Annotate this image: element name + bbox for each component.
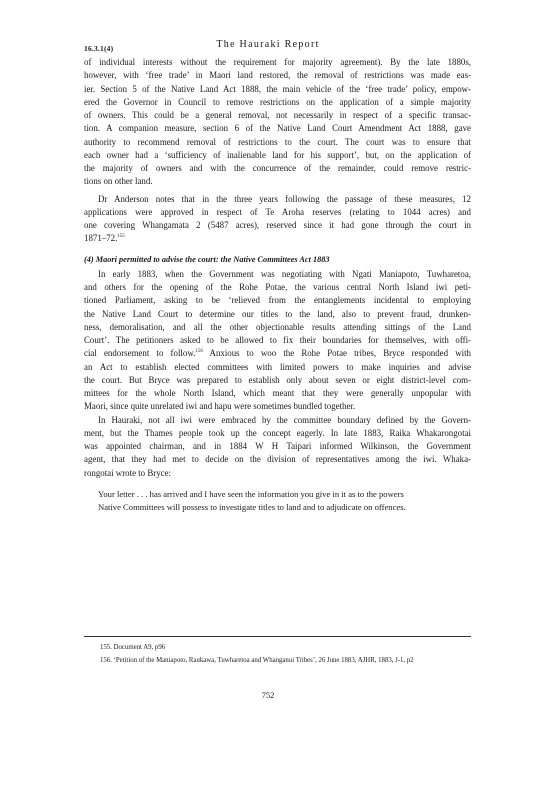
text-line: each owner had a ‘sufficiency of inalienable land for his support’, but, on the application of — [84, 149, 471, 160]
footnote-ref-155[interactable]: 155 — [117, 234, 125, 240]
footnote-ref-156[interactable]: 156 — [195, 349, 203, 355]
text-line: the majority of owners and with the concurrence of the remainder, could remove restric- — [84, 163, 471, 173]
footnote-rule — [84, 636, 471, 637]
text-line: rongotai wrote to Bryce: — [84, 467, 171, 478]
text-line: was appointed chairman, and in 1884 W H Taipari informed Wilkinson, the Government — [84, 441, 471, 451]
text-line: agent, that they had met to decide on the division of representatives among the iwi. Whaka- — [84, 454, 471, 465]
text-line: mittees for the whole North Island, which meant that they were generally unpopular with — [84, 388, 471, 398]
block-quote — [84, 488, 471, 514]
text-line: In Hauraki, not all iwi were embraced by the committee boundary defined by the Govern- — [98, 414, 471, 425]
text-line: tions on other land. — [84, 176, 153, 187]
text-line: ier. Section 5 of the Native Land Act 1888, the main vehicle of the ‘free trade’ policy, empow- — [84, 83, 471, 94]
text-line — [84, 347, 471, 360]
text-line: Dr Anderson notes that in the three years following the passage of these measures, 12 — [98, 193, 471, 204]
paragraph-1 — [84, 56, 471, 189]
text-line: tioned Parliament, asking to be ‘relieved from the entanglements incidental to employing — [84, 295, 471, 306]
footnote-155: 155. Document A9, p96 — [100, 644, 166, 651]
text-line: one covering Whangamata 2 (5487 acres), reserved since it had gone through the court in — [84, 220, 471, 230]
text-line: tion. A companion measure, section 6 of the Native Land Court Amendment Act 1888, gave — [84, 123, 471, 134]
text-line: Court’. The petitioners asked to be allowed to fix their boundaries for themselves, with offi- — [84, 335, 471, 345]
text-line: authority to recommend removal of restrictions to the court. The court was to ensure that — [84, 136, 471, 147]
text-line: Maori, since quite unrelated iwi and hapu were sometimes bundled together. — [84, 401, 356, 412]
text-line: and others for the opening of the Rohe Potae, the various central North Island iwi peti- — [84, 282, 471, 292]
text-line: an Act to establish elected committees with limited powers to make inquiries and advise — [84, 361, 471, 372]
text-fragment: cial endorsement to follow. — [84, 348, 196, 359]
text-fragment: Anxious to woo the Rohe Potae tribes, Bryce responded with — [202, 348, 471, 359]
text-line: In early 1883, when the Government was negotiating with Ngati Maniapoto, Tuwharetoa, — [98, 268, 471, 279]
text-line: of owners. This could be a general removal, not necessarily in respect of a specific transac- — [84, 110, 471, 120]
paragraph-4 — [84, 414, 471, 480]
text-line: of individual interests without the requirement for majority agreement). By the late 1880s, — [84, 57, 471, 67]
quote-line: Your letter . . . has arrived and I have seen the information you give in it as to the powers — [98, 488, 404, 499]
section-heading: (4) Maori permitted to advise the court: the Native Committees Act 1883 — [84, 254, 330, 264]
footnote-156: 156. ‘Petition of the Maniapoto, Raukawa, Tuwharetoa and Whanganui Tribes’, 26 June 1883, AJHR, 1883, J-1, p2 — [100, 657, 414, 664]
section-number: 16.3.1(4) — [84, 44, 114, 53]
page-number: 752 — [261, 690, 275, 700]
text-line: ness, demoralisation, and all the other objectionable results attending sittings of the Land — [84, 321, 471, 332]
text-line — [84, 232, 471, 245]
text-fragment: 1871–72. — [84, 233, 118, 244]
paragraph-3 — [84, 268, 471, 414]
quote-line: Native Committees will possess to investigate titles to land and to adjudicate on offences. — [98, 501, 406, 512]
text-line: applications were approved in respect of Te Aroha reserves (relating to 1044 acres) and — [84, 206, 471, 217]
text-line: the Native Land Court to determine our titles to the land, also to prevent fraud, drunken- — [84, 308, 471, 319]
text-line: the court. But Bryce was prepared to establish only about seven or eight district-level com- — [84, 374, 471, 385]
running-head: The Hauraki Report — [216, 39, 320, 50]
paragraph-2 — [84, 193, 471, 246]
text-line: however, with ‘free trade’ in Maori land restored, the removal of restrictions was made eas- — [84, 70, 471, 81]
text-line: ment, but the Thames people took up the concept eagerly. In late 1883, Raika Whakarongotai — [84, 427, 471, 438]
body-text — [84, 56, 471, 514]
text-line: ered the Governor in Council to remove restrictions on the application of a simple majority — [84, 96, 471, 107]
footnotes — [100, 641, 480, 667]
